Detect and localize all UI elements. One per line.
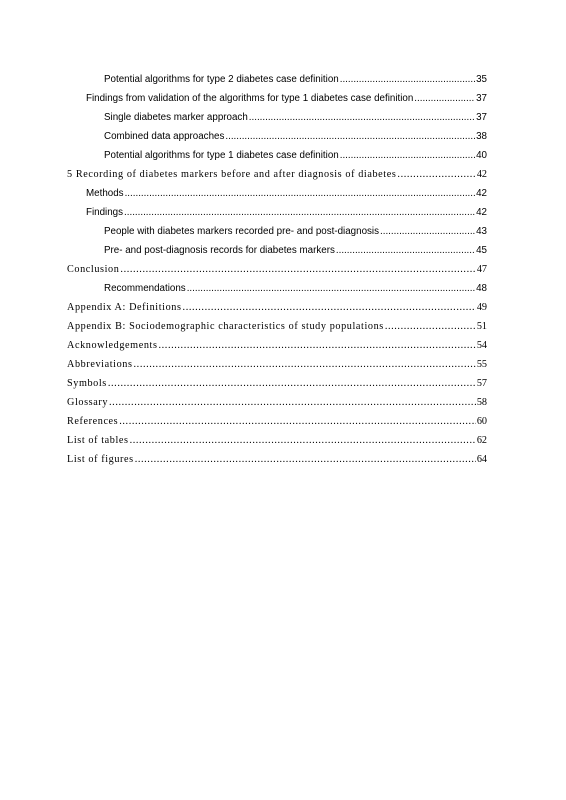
toc-entry[interactable] xyxy=(67,146,487,165)
toc-entry-page: 42 xyxy=(476,207,487,218)
toc-leader-dots xyxy=(336,241,475,260)
toc-entry-page: 40 xyxy=(476,150,487,161)
toc-entry-page: 55 xyxy=(476,359,487,370)
toc-entry[interactable] xyxy=(67,203,487,222)
toc-entry[interactable] xyxy=(67,431,487,450)
toc-entry-title: Methods xyxy=(86,188,124,199)
toc-entry-page: 37 xyxy=(476,93,487,104)
toc-entry[interactable] xyxy=(67,108,487,127)
toc-leader-dots xyxy=(249,108,475,127)
toc-entry[interactable] xyxy=(67,336,487,355)
toc-entry[interactable] xyxy=(67,184,487,203)
toc-entry[interactable] xyxy=(67,89,487,108)
toc-entry-page: 64 xyxy=(476,454,487,465)
toc-leader-dots xyxy=(159,336,476,355)
toc-entry-title: 5 Recording of diabetes markers before and after diagnosis of diabetes xyxy=(67,169,397,180)
toc-entry-page: 49 xyxy=(476,302,487,313)
toc-entry-page: 45 xyxy=(476,245,487,256)
toc-entry-title: Acknowledgements xyxy=(67,340,158,351)
toc-entry-title: Potential algorithms for type 2 diabetes case definition xyxy=(104,74,339,85)
toc-entry-title: Appendix A: Definitions xyxy=(67,302,182,313)
toc-entry-title: Conclusion xyxy=(67,264,120,275)
toc-entry-title: Recommendations xyxy=(104,283,186,294)
toc-leader-dots xyxy=(225,127,475,146)
toc-entry-page: 54 xyxy=(476,340,487,351)
toc-entry-page: 38 xyxy=(476,131,487,142)
toc-entry-page: 42 xyxy=(476,169,487,180)
toc-leader-dots xyxy=(183,298,476,317)
toc-entry[interactable] xyxy=(67,450,487,469)
toc-leader-dots xyxy=(124,203,475,222)
toc-entry-title: References xyxy=(67,416,119,427)
toc-leader-dots xyxy=(340,70,475,89)
toc-entry[interactable] xyxy=(67,355,487,374)
toc-entry[interactable] xyxy=(67,412,487,431)
toc-entry-page: 35 xyxy=(476,74,487,85)
toc-entry-page: 51 xyxy=(476,321,487,332)
toc-leader-dots xyxy=(385,317,476,336)
table-of-contents xyxy=(67,70,487,469)
toc-entry[interactable] xyxy=(67,70,487,89)
toc-entry-title: Pre- and post-diagnosis records for diabetes markers xyxy=(104,245,335,256)
toc-entry-title: Combined data approaches xyxy=(104,131,225,142)
toc-leader-dots xyxy=(340,146,475,165)
toc-entry[interactable] xyxy=(67,298,487,317)
toc-leader-dots xyxy=(119,412,476,431)
toc-leader-dots xyxy=(135,450,476,469)
toc-entry-title: Glossary xyxy=(67,397,109,408)
toc-leader-dots xyxy=(125,184,476,203)
toc-entry-page: 47 xyxy=(476,264,487,275)
toc-entry[interactable] xyxy=(67,241,487,260)
toc-entry-page: 43 xyxy=(476,226,487,237)
toc-leader-dots xyxy=(134,355,476,374)
toc-entry[interactable] xyxy=(67,165,487,184)
toc-entry-title: Potential algorithms for type 1 diabetes case definition xyxy=(104,150,339,161)
toc-entry[interactable] xyxy=(67,279,487,298)
toc-entry-title: Symbols xyxy=(67,378,107,389)
toc-leader-dots xyxy=(130,431,476,450)
toc-entry-page: 57 xyxy=(476,378,487,389)
toc-entry-page: 37 xyxy=(476,112,487,123)
toc-entry[interactable] xyxy=(67,374,487,393)
toc-leader-dots xyxy=(187,279,475,298)
toc-entry-page: 60 xyxy=(476,416,487,427)
toc-entry-page: 58 xyxy=(476,397,487,408)
toc-leader-dots xyxy=(380,222,475,241)
toc-entry[interactable] xyxy=(67,260,487,279)
toc-entry[interactable] xyxy=(67,222,487,241)
toc-entry-page: 42 xyxy=(476,188,487,199)
toc-leader-dots xyxy=(120,260,475,279)
toc-entry-page: 62 xyxy=(476,435,487,446)
toc-entry-title: Appendix B: Sociodemographic characteristics of study populations xyxy=(67,321,384,332)
toc-entry[interactable] xyxy=(67,127,487,146)
toc-entry-title: List of figures xyxy=(67,454,134,465)
toc-leader-dots xyxy=(108,374,476,393)
toc-leader-dots xyxy=(397,165,475,184)
toc-entry-title: Findings from validation of the algorithms for type 1 diabetes case definition xyxy=(86,93,414,104)
toc-entry[interactable] xyxy=(67,393,487,412)
toc-entry-title: Abbreviations xyxy=(67,359,133,370)
toc-entry-title: Findings xyxy=(86,207,124,218)
toc-entry-title: Single diabetes marker approach xyxy=(104,112,248,123)
toc-entry[interactable] xyxy=(67,317,487,336)
toc-entry-title: People with diabetes markers recorded pre- and post-diagnosis xyxy=(104,226,380,237)
toc-entry-title: List of tables xyxy=(67,435,129,446)
toc-entry-page: 48 xyxy=(476,283,487,294)
toc-leader-dots xyxy=(109,393,476,412)
toc-leader-dots xyxy=(414,89,475,108)
